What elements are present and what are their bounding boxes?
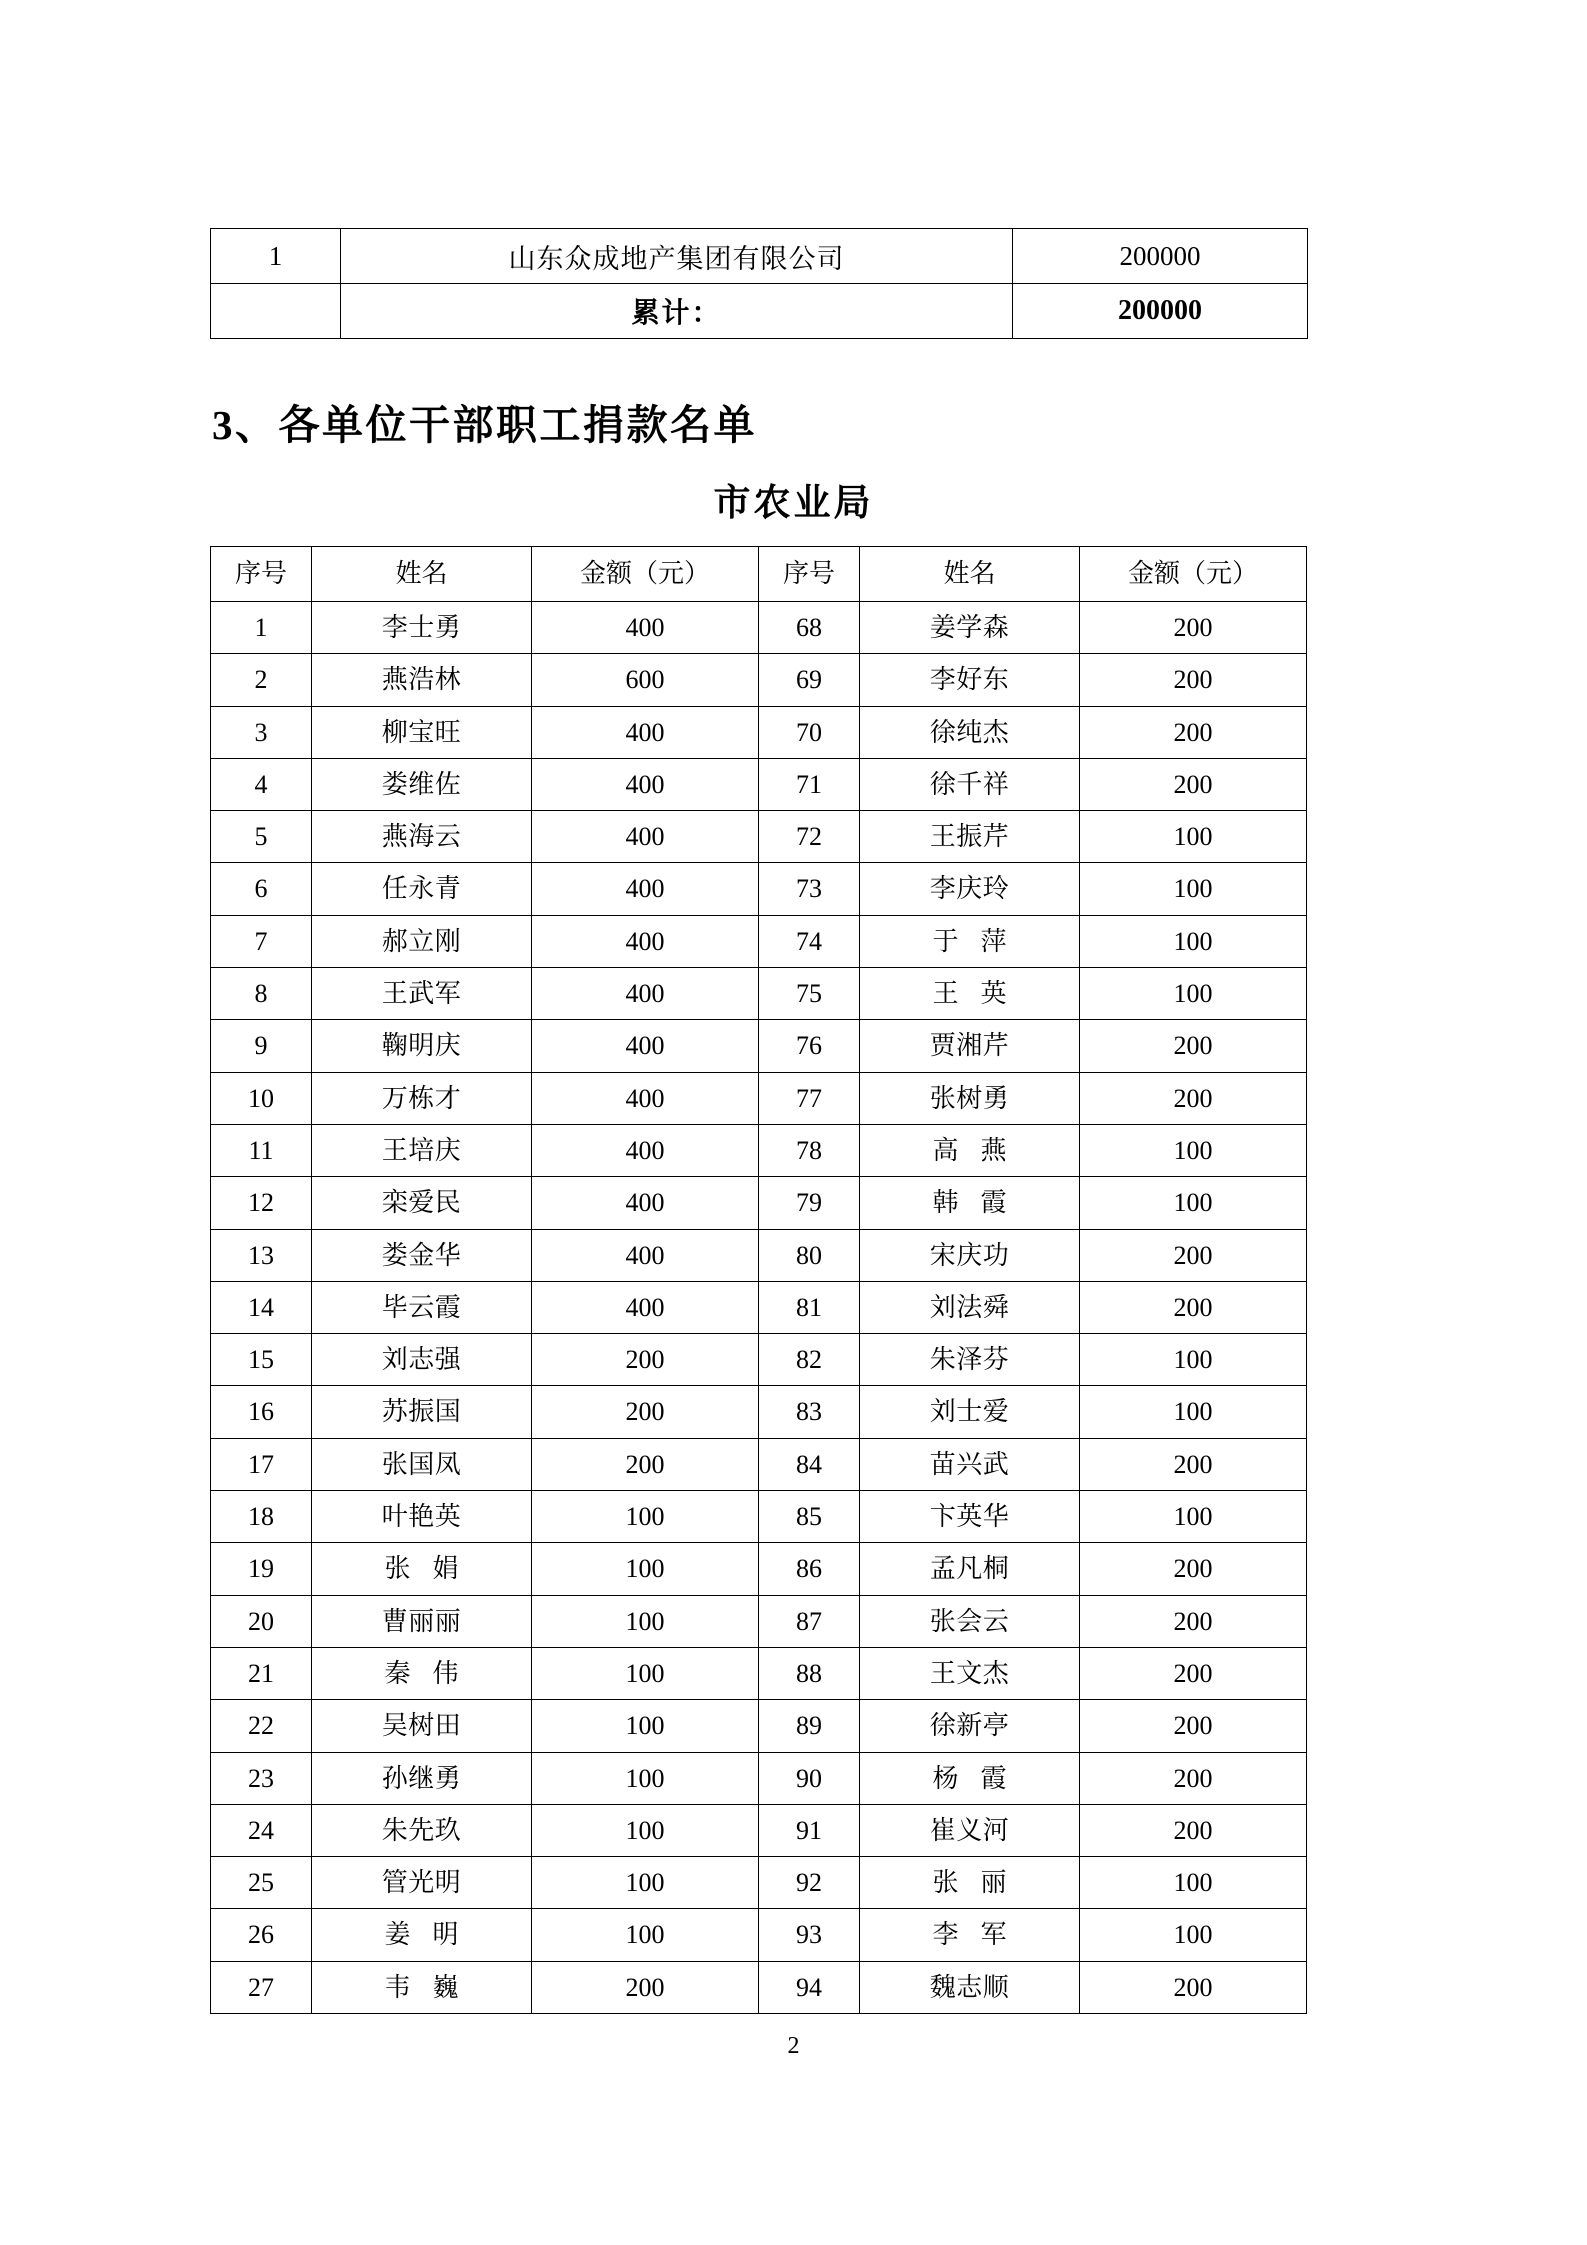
donor-name-right|r_name: 杨霞 (860, 1752, 1080, 1804)
donor-amount-left: 100 (532, 1647, 759, 1699)
table-row (211, 1072, 1307, 1124)
donor-no-left: 4 (211, 758, 312, 810)
table-row (211, 1386, 1307, 1438)
donor-name-right|r_name: 韩霞 (860, 1177, 1080, 1229)
donor-name-left|l_name: 张国凤 (312, 1438, 532, 1490)
donor-name-right|r_name: 张丽 (860, 1857, 1080, 1909)
donor-amount-right: 200 (1080, 1229, 1307, 1281)
donor-amount-right: 200 (1080, 602, 1307, 654)
donor-no-left: 2 (211, 654, 312, 706)
donor-amount-right: 200 (1080, 706, 1307, 758)
donor-no-left: 3 (211, 706, 312, 758)
donor-no-right: 82 (759, 1334, 860, 1386)
company-donation-table (210, 228, 1308, 339)
donor-name-right|r_name: 徐千祥 (860, 758, 1080, 810)
table-row (211, 1804, 1307, 1856)
donor-name-left|l_name: 姜明 (312, 1909, 532, 1961)
donor-table-wrapper (210, 546, 1307, 2014)
table-row (211, 1281, 1307, 1333)
donor-name-right|r_name: 苗兴武 (860, 1438, 1080, 1490)
donor-name-right|r_name: 刘法舜 (860, 1281, 1080, 1333)
donor-name-right|r_name: 张树勇 (860, 1072, 1080, 1124)
donor-name-right|r_name: 宋庆功 (860, 1229, 1080, 1281)
donor-amount-right: 100 (1080, 915, 1307, 967)
donor-no-right: 81 (759, 1281, 860, 1333)
donor-no-right: 83 (759, 1386, 860, 1438)
donor-amount-left: 100 (532, 1752, 759, 1804)
donor-amount-left: 400 (532, 968, 759, 1020)
donor-amount-left: 100 (532, 1857, 759, 1909)
donor-no-left: 7 (211, 915, 312, 967)
table-row (211, 1229, 1307, 1281)
donor-name-right|r_name: 王文杰 (860, 1647, 1080, 1699)
donor-amount-left: 400 (532, 1124, 759, 1176)
donor-no-left: 16 (211, 1386, 312, 1438)
donor-no-right: 85 (759, 1491, 860, 1543)
donor-no-right: 76 (759, 1020, 860, 1072)
donor-name-left|l_name: 韦巍 (312, 1961, 532, 2013)
total-empty-cell (211, 284, 341, 339)
donor-amount-right: 200 (1080, 758, 1307, 810)
header-amount-left: 金额（元） (532, 547, 759, 602)
donor-name-right|r_name: 李好东 (860, 654, 1080, 706)
donor-name-left|l_name: 栾爱民 (312, 1177, 532, 1229)
donor-name-left|l_name: 管光明 (312, 1857, 532, 1909)
donor-no-left: 24 (211, 1804, 312, 1856)
donor-no-left: 23 (211, 1752, 312, 1804)
donor-name-right|r_name: 崔义河 (860, 1804, 1080, 1856)
donor-name-right|r_name: 李军 (860, 1909, 1080, 1961)
header-no-right: 序号 (759, 547, 860, 602)
donor-amount-left: 400 (532, 811, 759, 863)
donor-amount-right: 100 (1080, 1386, 1307, 1438)
donor-amount-left: 400 (532, 1020, 759, 1072)
donor-name-left|l_name: 朱先玖 (312, 1804, 532, 1856)
table-row (211, 1700, 1307, 1752)
donor-name-right|r_name: 朱泽芬 (860, 1334, 1080, 1386)
donor-no-left: 15 (211, 1334, 312, 1386)
table-row (211, 758, 1307, 810)
header-name-left: 姓名 (312, 547, 532, 602)
donor-no-right: 74 (759, 915, 860, 967)
donor-amount-right: 100 (1080, 1857, 1307, 1909)
donor-name-right|r_name: 魏志顺 (860, 1961, 1080, 2013)
donor-table-header-row (211, 547, 1307, 602)
donor-amount-right: 200 (1080, 1438, 1307, 1490)
donor-no-right: 88 (759, 1647, 860, 1699)
donor-amount-left: 200 (532, 1961, 759, 2013)
donor-no-left: 20 (211, 1595, 312, 1647)
company-row-name: 山东众成地产集团有限公司 (341, 229, 1013, 284)
table-row (211, 1334, 1307, 1386)
donor-amount-right: 200 (1080, 1020, 1307, 1072)
donor-no-left: 18 (211, 1491, 312, 1543)
donor-name-left|l_name: 娄维佐 (312, 758, 532, 810)
donor-amount-left: 100 (532, 1543, 759, 1595)
donor-no-right: 70 (759, 706, 860, 758)
donor-name-right|r_name: 王振芹 (860, 811, 1080, 863)
company-row-amount: 200000 (1013, 229, 1308, 284)
donor-no-right: 94 (759, 1961, 860, 2013)
total-label: 累计： (341, 284, 1013, 339)
donor-amount-right: 200 (1080, 1752, 1307, 1804)
donor-amount-right: 200 (1080, 1804, 1307, 1856)
donor-amount-left: 400 (532, 706, 759, 758)
donor-name-left|l_name: 万栋才 (312, 1072, 532, 1124)
table-row (211, 1543, 1307, 1595)
donor-name-left|l_name: 鞠明庆 (312, 1020, 532, 1072)
donor-name-left|l_name: 燕浩林 (312, 654, 532, 706)
donor-amount-left: 400 (532, 1281, 759, 1333)
section-heading: 3、各单位干部职工捐款名单 (212, 402, 757, 448)
table-row (211, 1857, 1307, 1909)
donor-no-right: 77 (759, 1072, 860, 1124)
company-donation-table-wrapper (210, 228, 1307, 339)
table-row (211, 968, 1307, 1020)
donor-table-body (211, 602, 1307, 2014)
donor-amount-left: 200 (532, 1386, 759, 1438)
donor-amount-right: 200 (1080, 1281, 1307, 1333)
donor-no-right: 78 (759, 1124, 860, 1176)
table-row (211, 1961, 1307, 2013)
donor-no-left: 8 (211, 968, 312, 1020)
donor-no-right: 86 (759, 1543, 860, 1595)
donor-no-left: 27 (211, 1961, 312, 2013)
donor-no-right: 73 (759, 863, 860, 915)
donor-amount-right: 200 (1080, 1961, 1307, 2013)
unit-subheading: 市农业局 (713, 483, 874, 524)
donor-name-right|r_name: 于萍 (860, 915, 1080, 967)
donor-name-left|l_name: 王武军 (312, 968, 532, 1020)
donor-name-left|l_name: 郝立刚 (312, 915, 532, 967)
donor-name-right|r_name: 卞英华 (860, 1491, 1080, 1543)
donor-name-left|l_name: 娄金华 (312, 1229, 532, 1281)
donor-amount-right: 100 (1080, 1491, 1307, 1543)
donor-table-head (211, 547, 1307, 602)
donor-no-right: 69 (759, 654, 860, 706)
donor-amount-left: 600 (532, 654, 759, 706)
donor-name-left|l_name: 孙继勇 (312, 1752, 532, 1804)
donor-no-left: 14 (211, 1281, 312, 1333)
table-row (211, 1647, 1307, 1699)
donor-amount-right: 100 (1080, 863, 1307, 915)
donor-amount-right: 200 (1080, 1595, 1307, 1647)
table-row (211, 602, 1307, 654)
donor-name-right|r_name: 徐新亭 (860, 1700, 1080, 1752)
donor-name-left|l_name: 王培庆 (312, 1124, 532, 1176)
table-row (211, 1752, 1307, 1804)
donor-no-right: 93 (759, 1909, 860, 1961)
donor-name-left|l_name: 曹丽丽 (312, 1595, 532, 1647)
donor-amount-left: 200 (532, 1438, 759, 1490)
company-donation-table-body (211, 229, 1308, 339)
donor-amount-right: 200 (1080, 1647, 1307, 1699)
donor-amount-right: 100 (1080, 1334, 1307, 1386)
donor-amount-left: 400 (532, 1177, 759, 1229)
donor-amount-left: 100 (532, 1595, 759, 1647)
donor-no-left: 5 (211, 811, 312, 863)
donor-name-left|l_name: 苏振国 (312, 1386, 532, 1438)
table-row (211, 1491, 1307, 1543)
table-row (211, 654, 1307, 706)
donor-amount-left: 400 (532, 863, 759, 915)
donor-no-left: 25 (211, 1857, 312, 1909)
donor-table (210, 546, 1307, 2014)
donor-amount-right: 100 (1080, 811, 1307, 863)
donor-amount-right: 100 (1080, 968, 1307, 1020)
donor-amount-left: 100 (532, 1909, 759, 1961)
company-row-no: 1 (211, 229, 341, 284)
donor-amount-right: 100 (1080, 1124, 1307, 1176)
donor-no-left: 26 (211, 1909, 312, 1961)
table-row (211, 229, 1308, 284)
donor-amount-right: 100 (1080, 1909, 1307, 1961)
donor-amount-left: 100 (532, 1491, 759, 1543)
donor-name-left|l_name: 李士勇 (312, 602, 532, 654)
donor-no-left: 1 (211, 602, 312, 654)
table-row (211, 811, 1307, 863)
donor-no-left: 13 (211, 1229, 312, 1281)
donor-no-left: 12 (211, 1177, 312, 1229)
page-number: 2 (787, 2033, 800, 2059)
table-row (211, 1177, 1307, 1229)
donor-no-right: 71 (759, 758, 860, 810)
table-row (211, 1909, 1307, 1961)
donor-name-left|l_name: 叶艳英 (312, 1491, 532, 1543)
donor-amount-left: 200 (532, 1334, 759, 1386)
donor-amount-right: 200 (1080, 1543, 1307, 1595)
table-row (211, 706, 1307, 758)
donor-name-right|r_name: 徐纯杰 (860, 706, 1080, 758)
donor-no-right: 89 (759, 1700, 860, 1752)
donor-amount-left: 100 (532, 1804, 759, 1856)
donor-amount-right: 200 (1080, 1700, 1307, 1752)
donor-name-left|l_name: 柳宝旺 (312, 706, 532, 758)
donor-amount-right: 200 (1080, 1072, 1307, 1124)
donor-name-left|l_name: 张娟 (312, 1543, 532, 1595)
total-amount: 200000 (1013, 284, 1308, 339)
donor-name-right|r_name: 姜学森 (860, 602, 1080, 654)
donor-no-right: 92 (759, 1857, 860, 1909)
donor-name-left|l_name: 吴树田 (312, 1700, 532, 1752)
table-row (211, 1124, 1307, 1176)
donor-amount-left: 400 (532, 758, 759, 810)
donor-name-right|r_name: 刘士爱 (860, 1386, 1080, 1438)
donor-name-left|l_name: 刘志强 (312, 1334, 532, 1386)
table-row (211, 1438, 1307, 1490)
donor-no-right: 68 (759, 602, 860, 654)
donor-name-left|l_name: 毕云霞 (312, 1281, 532, 1333)
donor-amount-left: 400 (532, 1072, 759, 1124)
donor-amount-left: 400 (532, 602, 759, 654)
donor-name-right|r_name: 高燕 (860, 1124, 1080, 1176)
header-name-right: 姓名 (860, 547, 1080, 602)
header-no-left: 序号 (211, 547, 312, 602)
donor-name-right|r_name: 贾湘芹 (860, 1020, 1080, 1072)
donor-no-right: 72 (759, 811, 860, 863)
donor-no-left: 22 (211, 1700, 312, 1752)
donor-no-right: 91 (759, 1804, 860, 1856)
donor-no-right: 90 (759, 1752, 860, 1804)
donor-amount-left: 100 (532, 1700, 759, 1752)
table-row (211, 915, 1307, 967)
donor-no-left: 19 (211, 1543, 312, 1595)
donor-no-left: 6 (211, 863, 312, 915)
donor-name-right|r_name: 李庆玲 (860, 863, 1080, 915)
donor-no-left: 10 (211, 1072, 312, 1124)
table-row (211, 1020, 1307, 1072)
donor-no-right: 87 (759, 1595, 860, 1647)
donor-no-left: 17 (211, 1438, 312, 1490)
table-row (211, 863, 1307, 915)
donor-no-right: 84 (759, 1438, 860, 1490)
donor-amount-right: 100 (1080, 1177, 1307, 1229)
donor-no-right: 79 (759, 1177, 860, 1229)
donor-amount-right: 200 (1080, 654, 1307, 706)
donor-no-left: 21 (211, 1647, 312, 1699)
table-row (211, 1595, 1307, 1647)
donor-name-right|r_name: 王英 (860, 968, 1080, 1020)
donor-no-right: 80 (759, 1229, 860, 1281)
header-amount-right: 金额（元） (1080, 547, 1307, 602)
donor-no-left: 11 (211, 1124, 312, 1176)
donor-amount-left: 400 (532, 915, 759, 967)
donor-name-right|r_name: 孟凡桐 (860, 1543, 1080, 1595)
donor-name-left|l_name: 任永青 (312, 863, 532, 915)
donor-no-left: 9 (211, 1020, 312, 1072)
table-row-total (211, 284, 1308, 339)
donor-name-left|l_name: 秦伟 (312, 1647, 532, 1699)
donor-amount-left: 400 (532, 1229, 759, 1281)
donor-no-right: 75 (759, 968, 860, 1020)
donor-name-left|l_name: 燕海云 (312, 811, 532, 863)
donor-name-right|r_name: 张会云 (860, 1595, 1080, 1647)
